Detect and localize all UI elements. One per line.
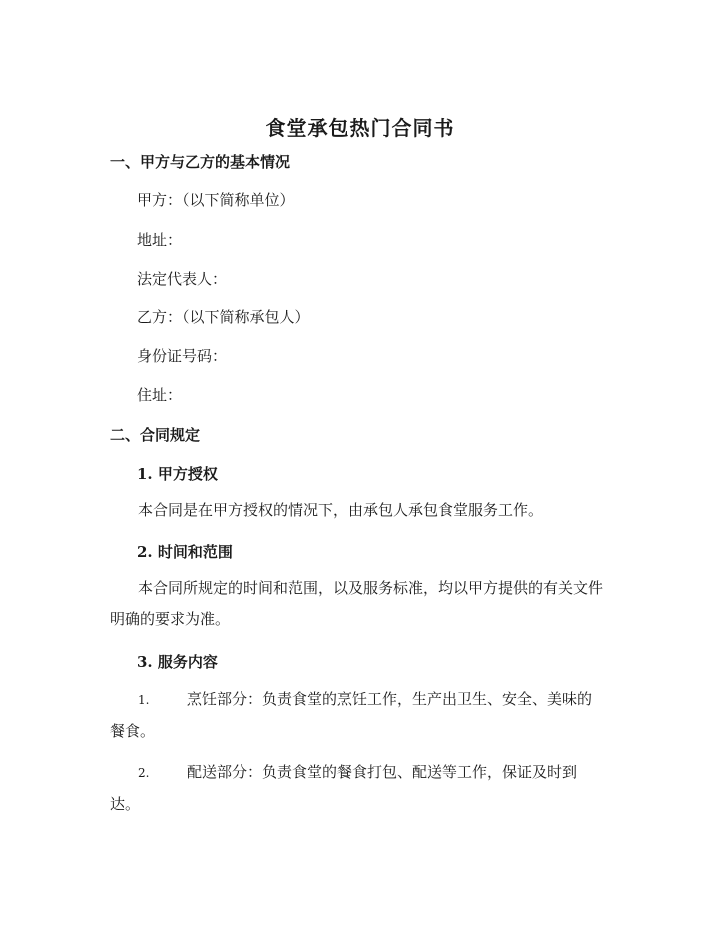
authorization-paragraph: 本合同是在甲方授权的情况下，由承包人承包食堂服务工作。 [138, 501, 544, 519]
list-number: 2. [138, 766, 150, 780]
document-title: 食堂承包热门合同书 [265, 116, 455, 140]
cooking-service-paragraph [110, 684, 604, 747]
subsection-heading-service-content: 3. 服务内容 [137, 653, 218, 671]
time-scope-paragraph: 本合同所规定的时间和范围，以及服务标准，均以甲方提供的有关文件明确的要求为准。 [110, 579, 604, 628]
delivery-service-text: 配送部分：负责食堂的餐食打包、配送等工作，保证及时到达。 [110, 763, 578, 813]
subsection-heading-authorization: 1. 甲方授权 [137, 465, 218, 483]
delivery-service-paragraph [110, 757, 604, 820]
address-line: 地址： [137, 231, 183, 249]
residence-line: 住址： [137, 386, 183, 404]
party-a-line: 甲方：（以下简称单位） [137, 191, 295, 209]
section-heading-contract-terms: 二、合同规定 [110, 426, 201, 444]
subsection-heading-time-scope: 2. 时间和范围 [137, 543, 233, 561]
party-b-line: 乙方：（以下简称承包人） [137, 308, 310, 326]
cooking-service-text: 烹饪部分：负责食堂的烹饪工作，生产出卫生、安全、美味的餐食。 [110, 690, 593, 740]
list-number: 1. [138, 693, 150, 707]
section-heading-basic-info: 一、甲方与乙方的基本情况 [110, 153, 291, 171]
legal-representative-line: 法定代表人： [137, 270, 228, 288]
id-number-line: 身份证号码： [137, 347, 228, 365]
